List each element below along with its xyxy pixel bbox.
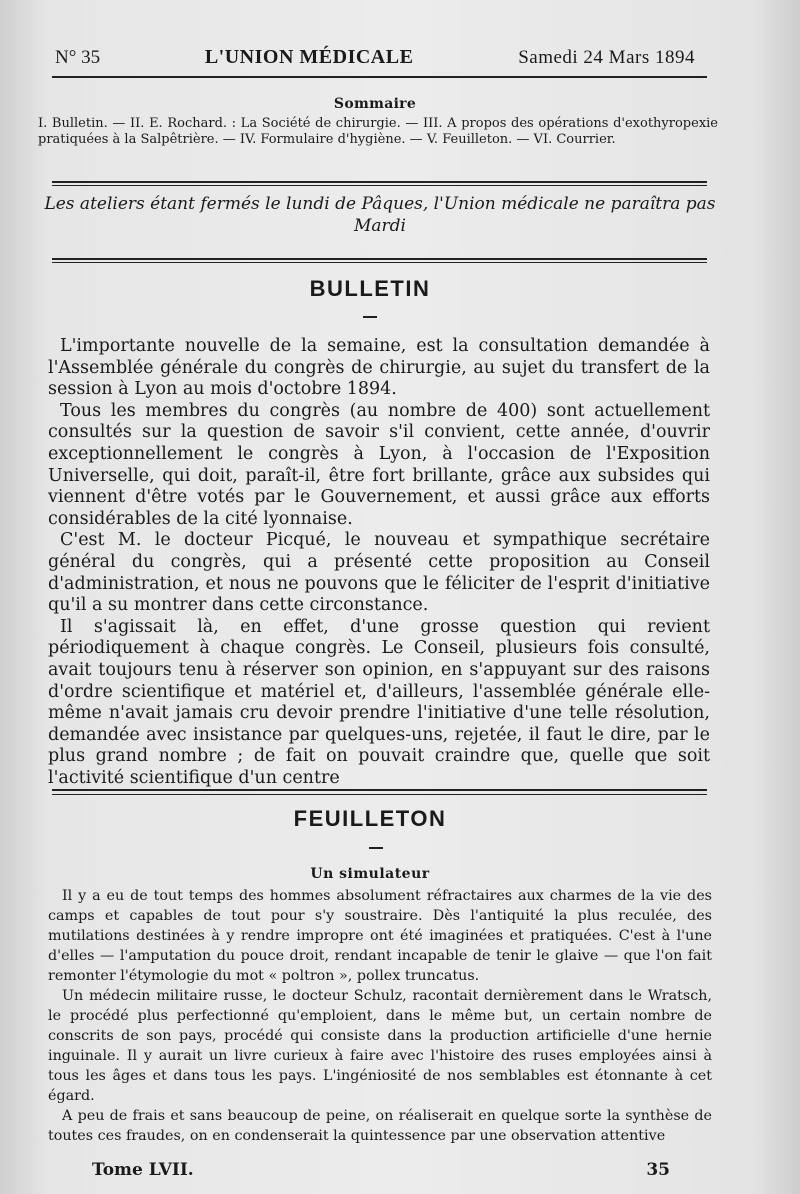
feuilleton-rule-thin [52, 794, 707, 795]
sommaire-rule [52, 181, 707, 183]
bulletin-body [48, 336, 710, 789]
header-rule [52, 76, 707, 78]
journal-title: L'UNION MÉDICALE [204, 46, 414, 68]
bulletin-dash [363, 316, 377, 318]
feuilleton-rule [52, 789, 707, 791]
bulletin-paragraph: Tous les membres du congrès (au nombre de 400) sont actuellement consultés sur la question de savoir s'il convient, cette année, d'ouvrir exceptionnellement le congrès à Lyon, à l'occasion de l'Exposition Universelle, qui doit, paraît-il, être fort brillante, grâce aux subsides qui viennent d'être votés par le Gouvernement, et aussi grâce aux efforts considérables de la cité lyonnaise. [48, 400, 710, 529]
bulletin-paragraph: C'est M. le docteur Picqué, le nouveau et sympathique secrétaire général du congrès, qui a présenté cette proposition au Conseil d'administration, et nous ne pouvons que le féliciter de l'esprit d'initiative qu'il a su montrer dans cette circonstance. [48, 530, 710, 616]
feuilleton-body [48, 886, 712, 1146]
feuilleton-paragraph: A peu de frais et sans beaucoup de peine, on réaliserait en quelque sorte la synthèse de toutes ces fraudes, on en condenserait la quintessence par une observation attentive [48, 1108, 712, 1144]
volume-label: Tome LVII. [92, 1160, 194, 1180]
bulletin-paragraph: L'importante nouvelle de la semaine, est la consultation demandée à l'Assemblée générale du congrès de chirurgie, au sujet du transfert de la session à Lyon au mois d'octobre 1894. [48, 336, 710, 400]
page-number: 35 [646, 1160, 670, 1180]
notice-rule [52, 258, 707, 260]
page-header [55, 46, 695, 69]
sommaire-text: I. Bulletin. — II. E. Rochard. : La Société de chirurgie. — III. A propos des opérations d'exothyropexie pratiquées à la Salpêtrière. — IV. Formulaire d'hygiène. — V. Feuilleton. — VI. Courrier. [38, 116, 718, 147]
bulletin-paragraph: Il s'agissait là, en effet, d'une grosse question qui revient périodiquement à chaque congrès. Le Conseil, plusieurs fois consulté, avait toujours tenu à réserver son opinion, en s'appuyant sur des raisons d'ordre scientifique et matériel et, d'ailleurs, l'assemblée générale elle-même n'avait jamais cru devoir prendre l'initiative d'une telle résolution, demandée avec insistance par quelques-uns, rejetée, il faut le dire, par le plus grand nombre ; de fait on pouvait craindre que, quelle que soit l'activité scientifique d'un centre [48, 616, 710, 788]
sommaire-title: Sommaire [333, 96, 417, 112]
bulletin-title: BULLETIN [309, 276, 431, 301]
feuilleton-subtitle: Un simulateur [310, 866, 430, 882]
feuilleton-paragraph: Un médecin militaire russe, le docteur Schulz, racontait dernièrement dans le Wratsch, le procédé plus perfectionné qu'emploient, dans le même but, un certain nombre de conscrits de son pays, procédé qui consiste dans la production artificielle d'une hernie inguinale. Il y aurait un livre curieux à faire avec l'histoire des ruses employées ainsi à tous les âges et dans tous les pays. L'ingéniosité de nos semblables est étonnante à cet égard. [48, 988, 712, 1104]
page-footer [92, 1160, 670, 1180]
sommaire-rule-thin [52, 185, 707, 186]
feuilleton-paragraph: Il y a eu de tout temps des hommes absolument réfractaires aux charmes de la vie des camps et capables de tout pour s'y soustraire. Dès l'antiquité la plus reculée, des mutilations destinées à y rendre impropre ont été imaginées et pratiquées. C'est à l'une d'elles — l'amputation du pouce droit, rendant incapable de tenir le glaive — que l'on fait remonter l'étymologie du mot « poltron », pollex truncatus. [48, 888, 712, 984]
issue-date: Samedi 24 Mars 1894 [518, 47, 695, 68]
issue-number: N° 35 [55, 47, 101, 68]
holiday-notice: Les ateliers étant fermés le lundi de Pâques, l'Union médicale ne paraîtra pas Mardi [44, 194, 716, 236]
feuilleton-dash [369, 847, 383, 849]
feuilleton-title: FEUILLETON [293, 806, 447, 831]
notice-rule-thin [52, 262, 707, 263]
